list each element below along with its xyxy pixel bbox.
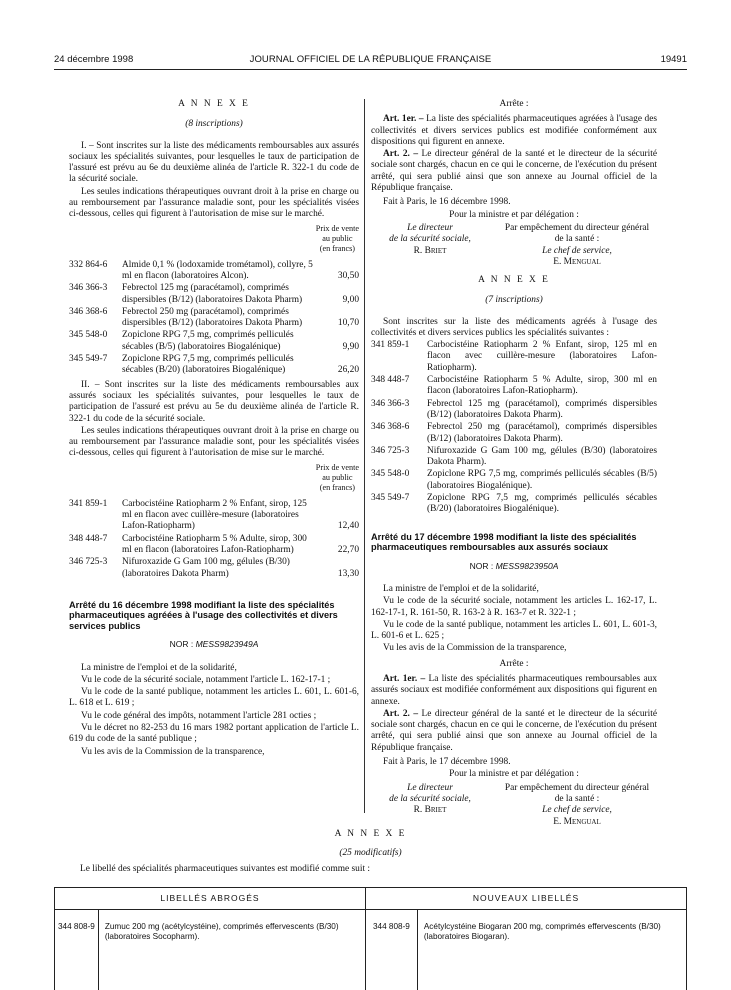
modificatifs-count: (25 modificatifs): [339, 848, 402, 859]
signature-block: Le directeur de la sécurité sociale, R. Briet Par empêchement du directeur général de la santé : Le chef de service, E. Mengual: [389, 222, 650, 267]
old-label: Zumuc 200 mg (acétylcystéine), comprimés effervescents (B/30) (laboratoires Socopharm).: [99, 910, 366, 990]
annexe-heading: A N N E X E: [334, 829, 407, 839]
medicine-list: [371, 340, 657, 515]
new-label: Acétylcystéine Biogaran 200 mg, comprimés effervescents (B/30) (laboratoires Biogaran).: [423, 922, 661, 941]
list-item: 345 549-7 Zopiclone RPG 7,5 mg, comprimés pelliculés sécables (B/20) (laboratoires Biogalénique).: [371, 493, 657, 515]
labels-table: [54, 887, 687, 990]
paragraph: Les seules indications thérapeutiques ouvrant droit à la prise en charge ou au remboursement par l'assurance maladie sont, pour les spécialités visées ci-dessous, celles qui figurent à l'autorisation de mise sur le marché.: [69, 425, 359, 459]
signature-block: Le directeur de la sécurité sociale, R. Briet Par empêchement du directeur général de la santé : Le chef de service, E. Mengual: [389, 782, 650, 827]
left-column: [69, 99, 359, 759]
place-date: Fait à Paris, le 16 décembre 1998.: [383, 197, 511, 208]
paragraph: Sont inscrites sur la liste des médicaments agréés à l'usage des collectivités et divers services publics les spécialités suivantes :: [371, 316, 657, 338]
inscriptions-count: (8 inscriptions): [185, 119, 243, 130]
old-code: 344 808-9: [55, 910, 99, 990]
paragraph: Vu le code de la sécurité sociale, notamment l'article L. 162-17-1 ;: [81, 674, 331, 685]
nor-reference: NOR : MESS9823949A: [169, 639, 259, 650]
inscriptions-count: (7 inscriptions): [485, 295, 543, 306]
decree-title: Arrêté du 16 décembre 1998 modifiant la liste des spécialités pharmaceutiques agréées à l'usage des collectivités et divers services publics: [69, 599, 338, 631]
page-header: [54, 54, 687, 68]
paragraph: Vu le décret no 82-253 du 16 mars 1982 portant application de l'article L. 619 du code de la santé publique ;: [69, 723, 359, 745]
header-old-labels: LIBELLÉS ABROGÉS: [55, 888, 366, 909]
bottom-annexe: [54, 829, 687, 875]
list-item: 345 548-0 Zopiclone RPG 7,5 mg, comprimés pelliculés sécables (B/5) (laboratoires Biogalénique).: [371, 469, 657, 491]
paragraph: Vu le code de la santé publique, notamment les articles L. 601, L. 601-6, L. 618 et L. 619 ;: [69, 687, 359, 709]
table-header: [55, 888, 686, 910]
list-item: 346 366-3 Febrectol 125 mg (paracétamol), comprimés dispersibles (B/12) (laboratoires Dakota Pharm).: [371, 398, 657, 420]
header-date: 24 décembre 1998: [54, 54, 134, 65]
arrete-label: Arrête :: [499, 658, 529, 669]
list-item: 346 368-6 Febrectol 250 mg (paracétamol), comprimés dispersibles (B/12) (laboratoires Dakota Pharm) 10,70: [69, 306, 359, 329]
list-item: 346 725-3 Nifuroxazide G Gam 100 mg, gélules (B/30) (laboratoires Dakota Pharm).: [371, 445, 657, 468]
delegation: Pour la ministre et par délégation :: [449, 769, 579, 780]
paragraph: I. – Sont inscrites sur la liste des médicaments remboursables aux assurés sociaux les spécialités suivantes, pour lesquelles le taux de participation de l'assuré est prévu au 6e du deuxième alinéa de l'article R. 322-1 du code de la sécurité sociale.: [69, 140, 359, 185]
list-item: 348 448-7 Carbocistéine Ratiopharm 5 % Adulte, sirop, 300 ml en flacon (laboratoires Lafon-Ratiopharm) 22,70: [69, 533, 359, 555]
list-item: 346 368-6 Febrectol 250 mg (paracétamol), comprimés dispersibles (B/12) (laboratoires Dakota Pharm).: [371, 422, 657, 444]
paragraph: Vu le code de la santé publique, notamment les articles L. 601, L. 601-3, L. 601-6 et L. 625 ;: [371, 619, 657, 642]
article: Art. 2. – Le directeur général de la santé et le directeur de la sécurité sociale sont chargés, chacun en ce qui le concerne, de l'exécution du présent arrêté, qui sera publié ainsi que son annexe au Journal officiel de la République française.: [371, 149, 657, 194]
list-item: 341 859-1 Carbocistéine Ratiopharm 2 % Enfant, sirop, 125 ml en flacon avec cuillère-mesure (laboratoires Lafon-Ratiopharm).: [371, 340, 657, 373]
modification-intro: Le libellé des spécialités pharmaceutiques suivantes est modifié comme suit :: [80, 863, 371, 874]
right-column: [371, 99, 657, 833]
page-number: 19491: [660, 54, 687, 65]
annexe-heading: A N N E X E: [178, 99, 250, 109]
place-date: Fait à Paris, le 17 décembre 1998.: [383, 757, 511, 768]
price-column-header: Prix de vente au public (en francs): [315, 462, 359, 492]
header-new-labels: NOUVEAUX LIBELLÉS: [472, 892, 580, 903]
nor-reference: NOR : MESS9823950A: [469, 560, 559, 571]
list-item: 346 366-3 Febrectol 125 mg (paracétamol), comprimés dispersibles (B/12) (laboratoires Dakota Pharm) 9,00: [69, 283, 359, 305]
list-item: 332 864-6 Almide 0,1 % (lodoxamide trométamol), collyre, 5 ml en flacon (laboratoires Alcon). 30,50: [69, 259, 359, 281]
list-item: 345 548-0 Zopiclone RPG 7,5 mg, comprimés pelliculés sécables (B/5) (laboratoires Biogalénique) 9,90: [69, 330, 359, 352]
paragraph: La ministre de l'emploi et de la solidarité,: [81, 662, 237, 673]
article: Art. 1er. – La liste des spécialités pharmaceutiques agréées à l'usage des collectivités et divers services publics est modifiée conformément aux dispositions qui figurent en annexe.: [371, 114, 658, 147]
list-item: 341 859-1 Carbocistéine Ratiopharm 2 % Enfant, sirop, 125 ml en flacon avec cuillère-mesure (laboratoires Lafon-Ratiopharm) 12,40: [69, 498, 359, 532]
decree-title: Arrêté du 17 décembre 1998 modifiant la liste des spécialités pharmaceutiques remboursables aux assurés sociaux: [371, 531, 637, 553]
paragraph: Les seules indications thérapeutiques ouvrant droit à la prise en charge ou au remboursement par l'assurance maladie sont, pour les spécialités visées ci-dessous, celles qui figurent à l'autorisation de mise sur le marché.: [69, 186, 359, 220]
medicine-list: [69, 260, 359, 377]
table-row: [55, 910, 686, 990]
paragraph: Vu les avis de la Commission de la transparence,: [383, 643, 567, 654]
annexe-heading: A N N E X E: [478, 274, 550, 285]
paragraph: Vu le code de la sécurité sociale, notamment les articles L. 162-17, L. 162-17-1, R. 161-50, R. 163-2 à R. 163-7 et R. 322-1 ;: [371, 596, 657, 618]
price-column-header: Prix de vente au public (en francs): [315, 223, 359, 253]
delegation: Pour la ministre et par délégation :: [449, 209, 579, 220]
list-item: 345 549-7 Zopiclone RPG 7,5 mg, comprimés pelliculés sécables (B/20) (laboratoires Biogalénique) 26,20: [69, 354, 359, 376]
paragraph: II. – Sont inscrites sur la liste des médicaments remboursables aux assurés sociaux les spécialités suivantes, pour lesquelles le taux de participation de l'assuré est prévu au 5e du deuxième alinéa de l'article R. 322-1 du code de la sécurité sociale.: [69, 379, 359, 424]
paragraph: La ministre de l'emploi et de la solidarité,: [383, 583, 539, 594]
paragraph: Vu les avis de la Commission de la transparence,: [81, 746, 265, 757]
article: Art. 1er. – La liste des spécialités pharmaceutiques remboursables aux assurés sociaux est modifiée conformément aux dispositions qui figurent en annexe.: [371, 673, 658, 707]
new-code: 344 808-9: [366, 910, 418, 990]
journal-title: JOURNAL OFFICIEL DE LA RÉPUBLIQUE FRANÇAISE: [249, 54, 492, 65]
column-divider: [364, 99, 365, 813]
medicine-list: [69, 499, 359, 580]
header-rule: [54, 69, 687, 70]
list-item: 346 725-3 Nifuroxazide G Gam 100 mg, gélules (B/30) (laboratoires Dakota Pharm) 13,30: [69, 557, 359, 579]
paragraph: Vu le code général des impôts, notamment l'article 281 octies ;: [81, 710, 317, 721]
arrete-label: Arrête :: [499, 99, 529, 109]
article: Art. 2. – Le directeur général de la santé et le directeur de la sécurité sociale sont chargés, chacun en ce qui le concerne, de l'exécution du présent arrêté, qui sera publié ainsi que son annexe au Journal officiel de la République française.: [371, 708, 657, 753]
list-item: 348 448-7 Carbocistéine Ratiopharm 5 % Adulte, sirop, 300 ml en flacon (laboratoires Lafon-Ratiopharm).: [371, 375, 657, 397]
